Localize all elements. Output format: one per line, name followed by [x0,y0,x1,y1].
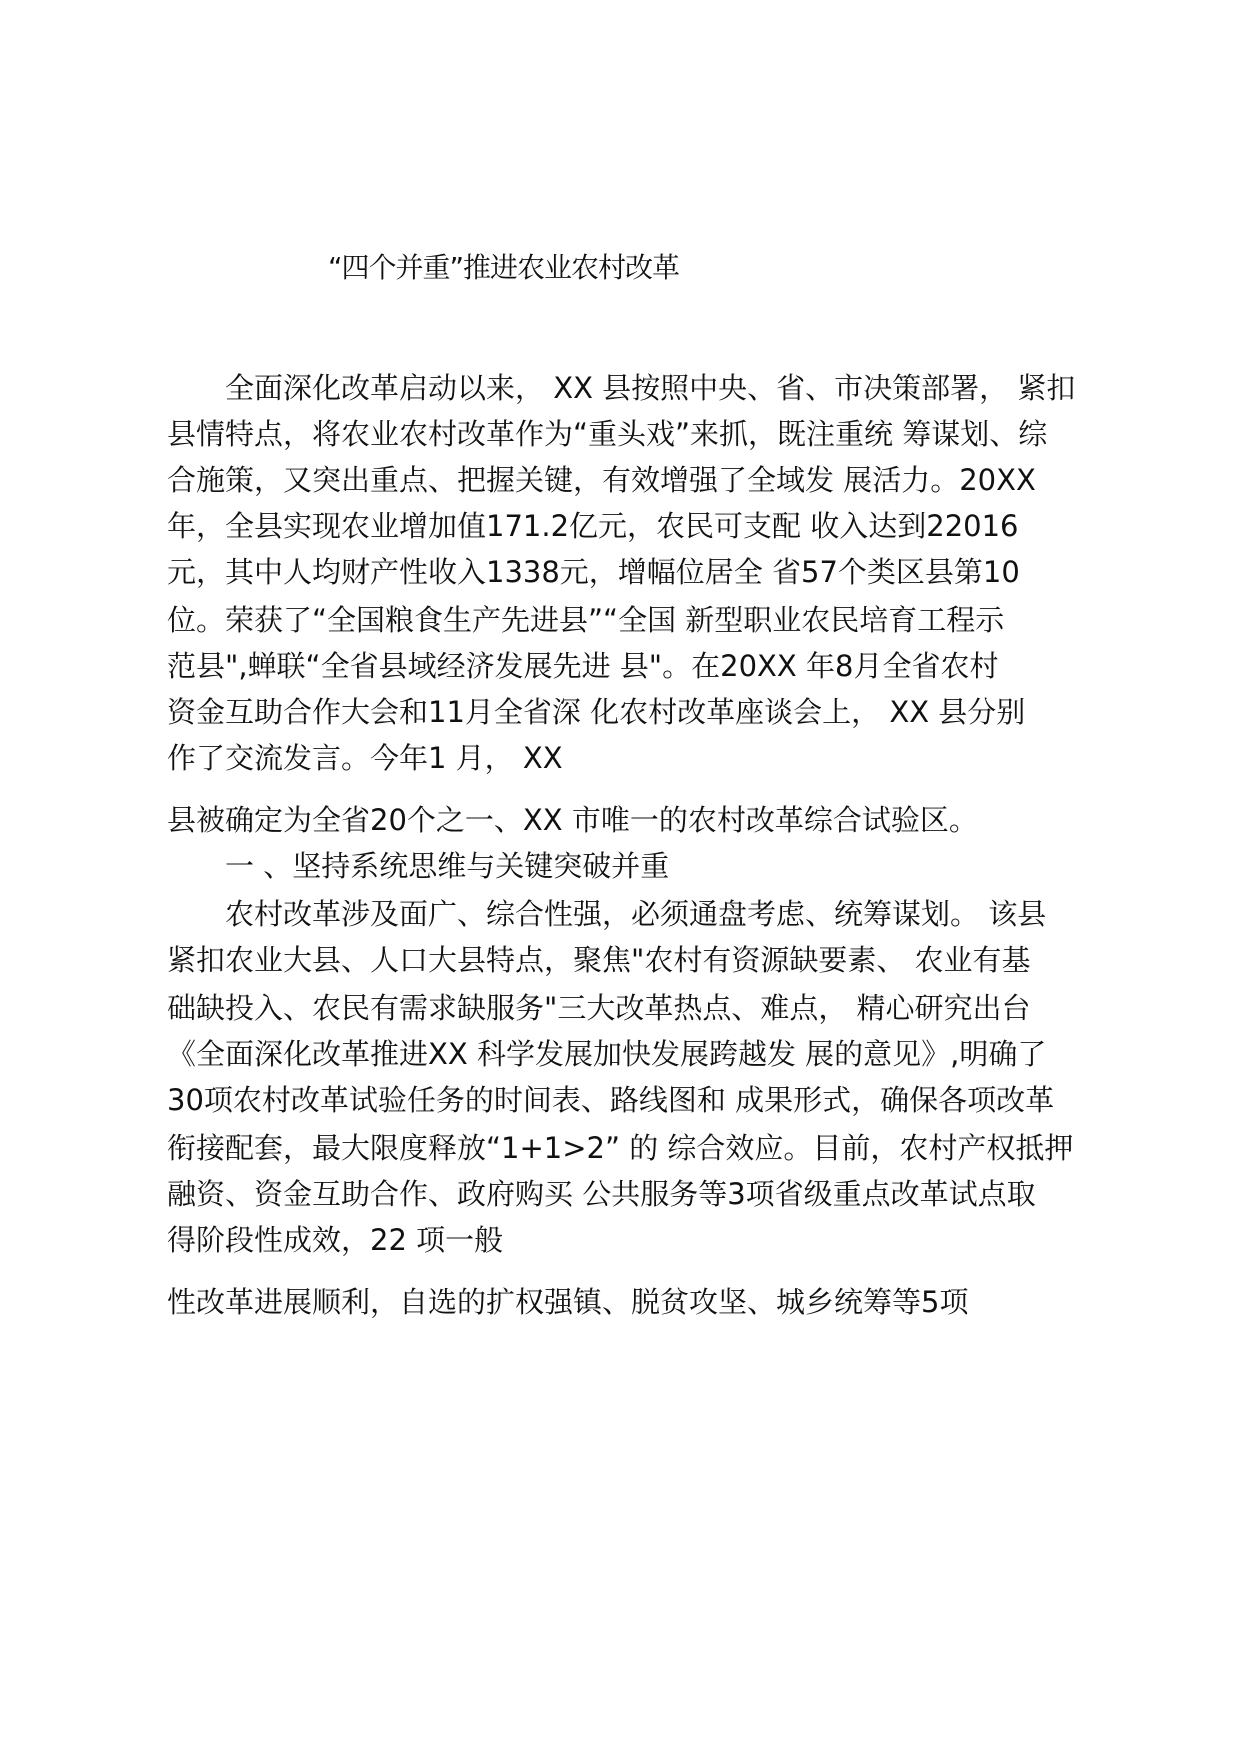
paragraph-line: 性改革进展顺利，自选的扩权强镇、脱贫攻坚、城乡统筹等5项 [167,1285,969,1319]
paragraph-line: 县情特点，将农业农村改革作为“重头戏”来抓，既注重统 筹谋划、综 [167,417,1048,451]
paragraph-line: 位。荣获了“全国粮食生产先进县”“全国 新型职业农民培育工程示 [167,603,1005,637]
paragraph-line: 得阶段性成效，22 项一般 [167,1223,504,1257]
paragraph-line: 《全面深化改革推进XX 科学发展加快发展跨越发 展的意见》,明确了 [167,1037,1047,1071]
paragraph-line: 30项农村改革试验任务的时间表、路线图和 成果形式，确保各项改革 [167,1083,1055,1117]
paragraph-line: 农村改革涉及面广、综合性强，必须通盘考虑、统筹谋划。 该县 [167,897,1047,931]
paragraph-line: 融资、资金互助合作、政府购买 公共服务等3项省级重点改革试点取 [167,1177,1036,1211]
paragraph-line: 年，全县实现农业增加值171.2亿元，农民可支配 收入达到22016 [167,509,1019,543]
paragraph-line: 元，其中人均财产性收入1338元，增幅位居全 省57个类区县第10 [167,555,1020,589]
paragraph-line: 县被确定为全省20个之一、XX 市唯一的农村改革综合试验区。 [167,803,978,837]
paragraph-line: 作了交流发言。今年1 月， XX [167,741,563,775]
paragraph-line: 资金互助合作大会和11月全省深 化农村改革座谈会上， XX 县分别 [167,695,1026,729]
paragraph-line: 紧扣农业大县、人口大县特点，聚焦"农村有资源缺要素、 农业有基 [167,943,1031,977]
paragraph-line: 全面深化改革启动以来， XX 县按照中央、省、市决策部署， 紧扣 [167,371,1076,405]
section-heading: 一 、坚持系统思维与关键突破并重 [167,849,670,883]
paragraph-line: 衔接配套，最大限度释放“1+1>2” 的 综合效应。目前，农村产权抵押 [167,1131,1074,1165]
paragraph-line: 范县",蝉联“全省县域经济发展先进 县"。在20XX 年8月全省农村 [167,649,999,683]
paragraph-line: 合施策，又突出重点、把握关键，有效增强了全域发 展活力。20XX [167,463,1036,497]
paragraph-line: 础缺投入、农民有需求缺服务"三大改革热点、难点， 精心研究出台 [167,991,1031,1025]
document-title: “四个并重”推进农业农村改革 [328,251,680,284]
